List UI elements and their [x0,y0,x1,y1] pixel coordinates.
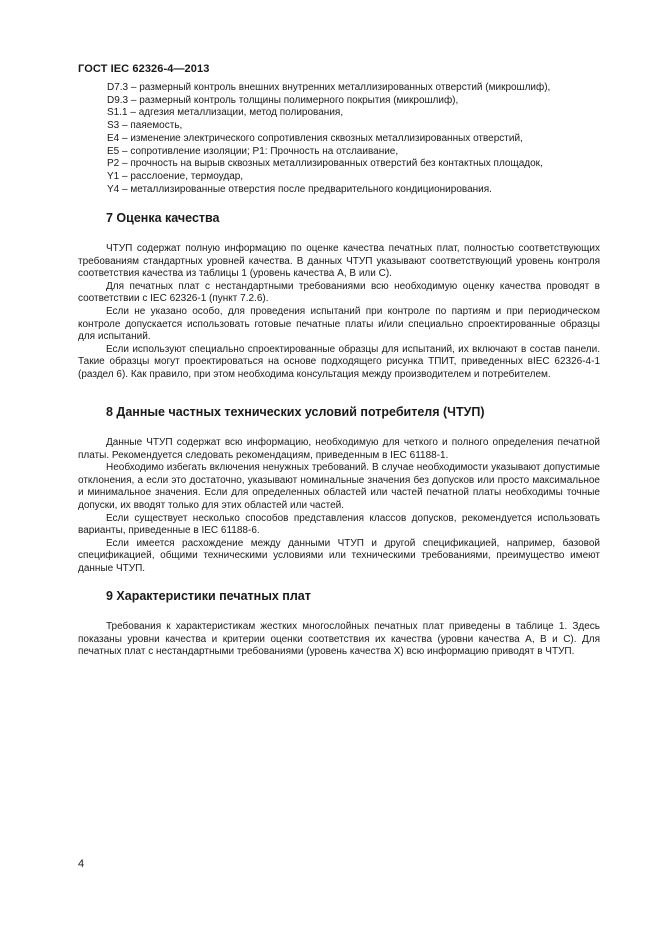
paragraph: Требования к характеристикам жестких многослойных печатных плат приведены в таблице 1. Здесь показаны уровни качества и критерии оценки соответствия их качества (уровни качества А, В и С). Для печатных плат с нестандартными требованиями (уровень качества X) всю информацию приводят в ЧТУП. [78,621,600,658]
abbreviation-item: D9.3 – размерный контроль толщины полимерного покрытия (микрошлиф), [107,94,459,106]
paragraph: Если существует несколько способов представления классов допусков, рекомендуется использовать варианты, приведенные в IEC 61188-6. [78,512,600,537]
paragraph: Для печатных плат с нестандартными требованиями всю необходимую оценку качества проводят в соответствии с IEC 62326-1 (пункт 7.2.6). [78,280,600,305]
abbreviation-item: E5 – сопротивление изоляции; P1: Прочность на отслаивание, [107,145,399,157]
abbreviation-item: S3 – паяемость, [107,120,183,132]
paragraph: Данные ЧТУП содержат всю информацию, необходимую для четкого и полного определения печатной платы. Рекомендуется следовать рекомендациям, приведенным в IEC 61188-1. [78,437,600,461]
section-board-characteristics [78,588,600,659]
paragraph: ЧТУП содержат полную информацию по оценке качества печатных плат, полностью соответствующих требованиям стандартных уровней качества. В данных ЧТУП указывают соответствующий уровень контроля соответствия качества из таблицы 1 (уровень качества А, В или С). [78,243,600,280]
abbreviation-item: D7.3 – размерный контроль внешних внутренних металлизированных отверстий (микрошлиф), [107,82,551,93]
paragraph: Если не указано особо, для проведения испытаний при контроле по партиям и при периодическом контроле допускается использовать готовые печатные платы и/или специально спроектированные образцы для испытаний. [78,305,600,343]
section-heading: 9 Характеристики печатных плат [106,589,311,603]
section-quality-assessment [78,210,600,382]
section-heading: 7 Оценка качества [106,211,220,225]
abbreviation-item: E4 – изменение электрического сопротивления сквозных металлизированных отверстий, [107,132,523,144]
abbreviation-item: P2 – прочность на вырыв сквозных металлизированных отверстий без контактных площадок, [107,158,543,170]
abbreviation-item: Y4 – металлизированные отверстия после предварительного кондиционирования. [107,183,492,195]
paragraph: Необходимо избегать включения ненужных требований. В случае необходимости указывают допустимые отклонения, а если это достаточно, указывают номинальные значения без допусков или просто максимальное и минимальное значения. Если для определенных областей или частей печатной платы необходимы точные допуски, их вводят только для этих областей или частей. [78,462,600,511]
abbreviation-list [107,82,607,196]
standard-header: ГОСТ IEC 62326-4—2013 [78,63,210,75]
abbreviation-item: Y1 – расслоение, термоудар, [107,170,244,182]
paragraph: Если имеется расхождение между данными ЧТУП и другой спецификацией, например, базовой спецификацией, общими техническими условиями или техническими требованиями, преимущество имеют данные ЧТУП. [78,537,600,574]
page-number: 4 [78,858,85,870]
paragraph: Если используют специально спроектированные образцы для испытаний, их включают в состав панели. Такие образцы могут проектироваться на основе подходящего рисунка ТПИТ, приведенных вIEC 62326-4-1 (раздел 6). Как правило, при этом необходима консультация между производителем и потребителем. [78,343,600,380]
section-heading: 8 Данные частных технических условий потребителя (ЧТУП) [106,405,485,419]
abbreviation-item: S1.1 – адгезия металлизации, метод полирования, [107,107,344,119]
section-customer-detail-specification [78,404,600,576]
